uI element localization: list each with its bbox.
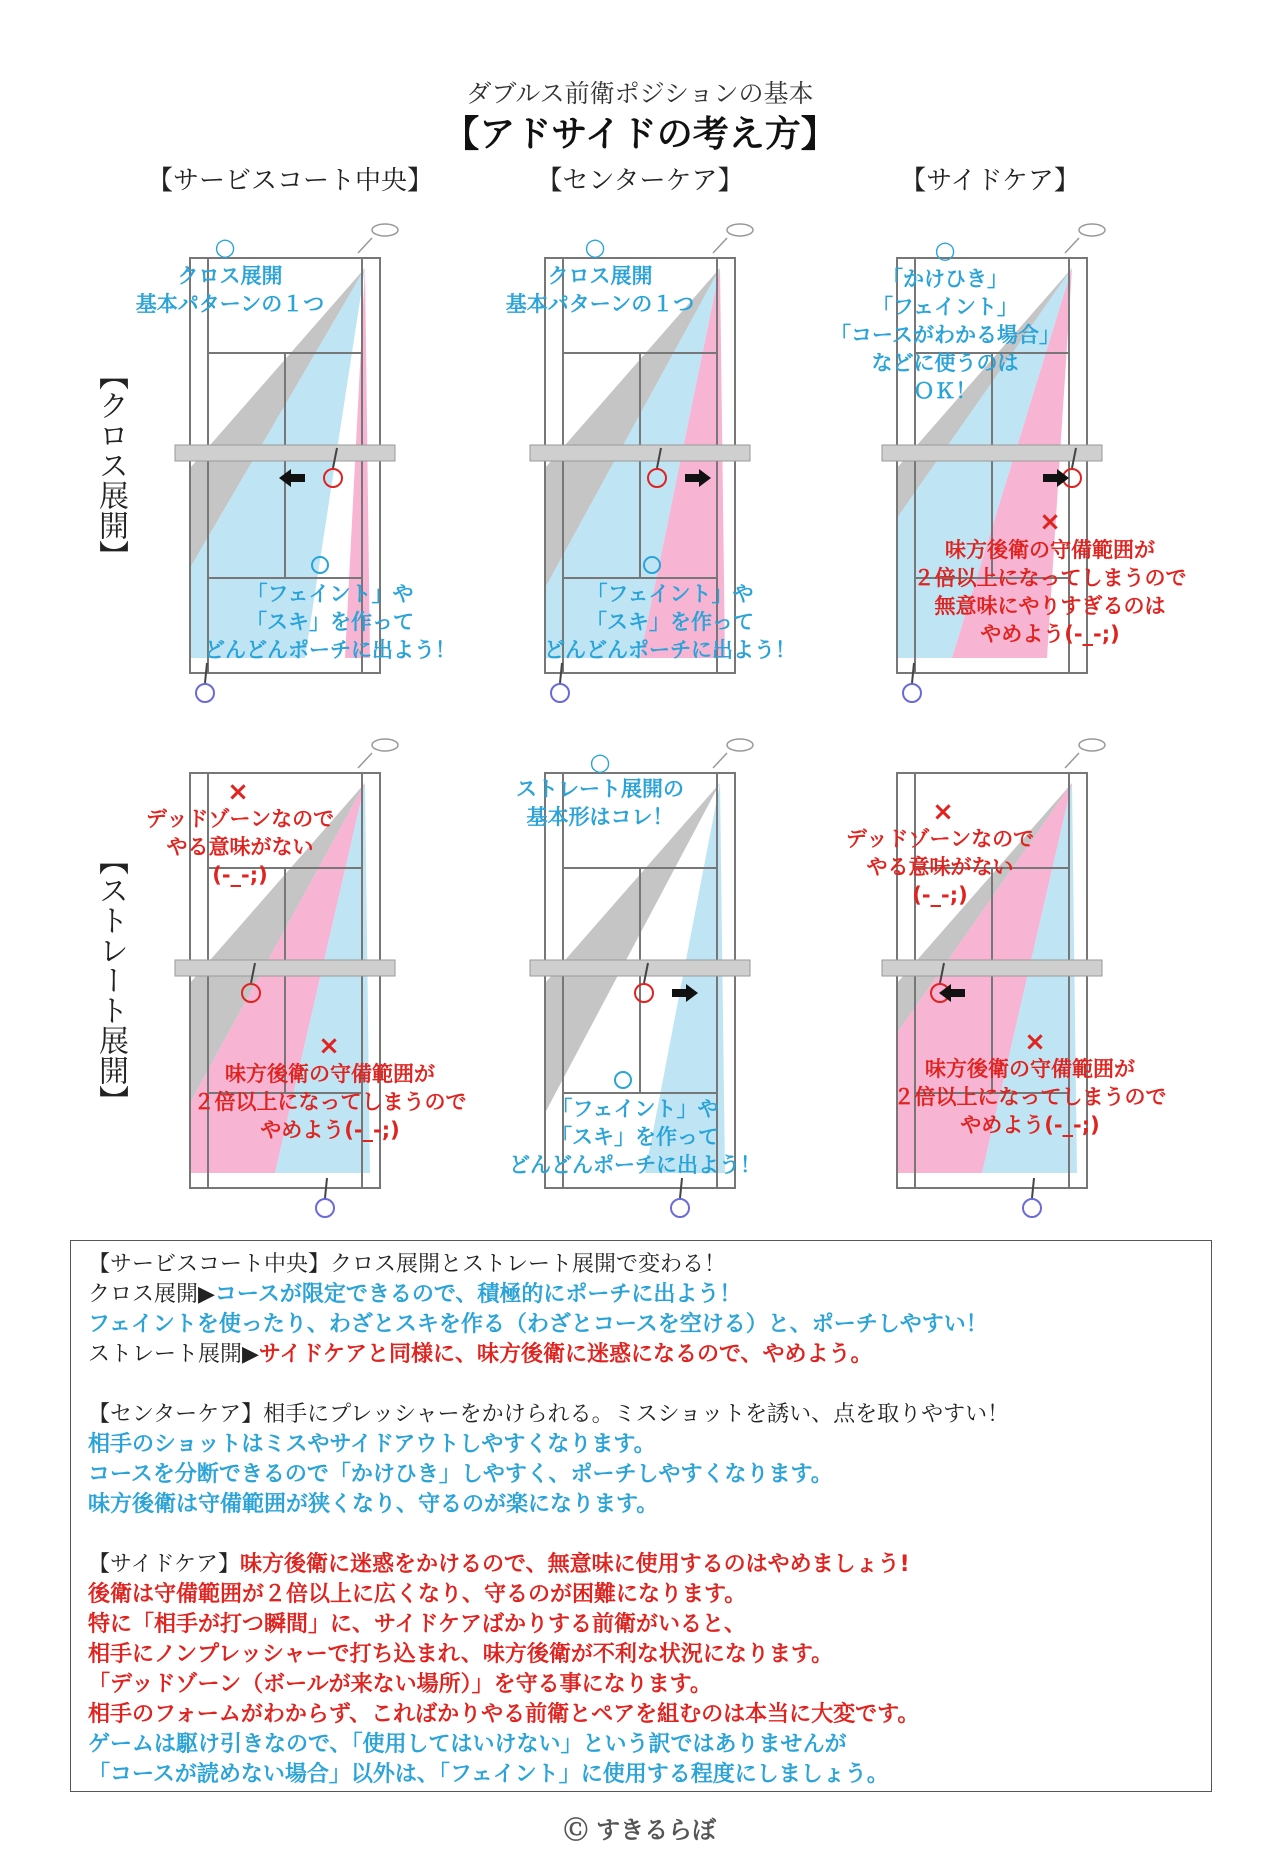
mark-ok-2: ○: [584, 233, 606, 261]
mark-ng-4: ×: [227, 777, 249, 807]
column-header-service-center: 【サービスコート中央】: [146, 166, 433, 196]
opponent-handle-straight-side: [1065, 753, 1079, 768]
summary-s3-l2: 後衛は守備範囲が２倍以上に広くなり、守るのが困難になります。: [88, 1582, 747, 1607]
page-subtitle: ダブルス前衛ポジションの基本: [466, 79, 814, 108]
partner-handle-straight-side: [1032, 1178, 1034, 1198]
opponent-racket-straight-side: [1079, 739, 1105, 751]
summary-s3-l6: 相手のフォームがわからず、こればかりやる前衛とペアを組むのは本当に大変です。: [88, 1702, 920, 1727]
partner-racket-straight-side: [1023, 1199, 1041, 1217]
partner-racket-cross-side: [903, 684, 921, 702]
opponent-racket-cross-center: [372, 224, 398, 236]
volley-racket-straight-centercare: [635, 984, 653, 1002]
summary-s2-l3: コースを分断できるので「かけひき」しやすく、ポーチしやすくなります。: [88, 1462, 833, 1487]
panel-straight-center-bottom: [170, 1060, 490, 1144]
opponent-handle-cross-center: [358, 238, 372, 253]
panel-straight-center-bottom-text: 味方後衛の守備範囲が ２倍以上になってしまうので やめよう(-_-;): [193, 1062, 467, 1142]
panel-cross-center-bottom: [180, 580, 480, 664]
panel-cross-side-top: [820, 265, 1070, 405]
summary-s3-l5: 「デッドゾーン（ボールが来ない場所）」を守る事になります。: [88, 1672, 712, 1697]
summary-s3-l4: 相手にノンプレッシャーで打ち込まれ、味方後衛が不利な状況になります。: [88, 1642, 834, 1667]
panel-straight-centercare-top: [500, 775, 700, 831]
summary-s2-l1: 【センターケア】相手にプレッシャーをかけられる。ミスショットを誘い、点を取りやすい！: [88, 1402, 1010, 1427]
panel-straight-center-top-text: デッドゾーンなので やる意味がない (-_-;): [145, 807, 335, 887]
panel-cross-centercare-top: [490, 262, 710, 318]
summary-s1-l4: ストレート展開▶サイドケアと同様に、味方後衛に迷惑になるので、やめよう。: [88, 1342, 873, 1367]
panel-cross-side-top-text: 「かけひき」 「フェイント」 「コースがわかる場合」 などに使うのは ＯＫ！: [830, 267, 1060, 403]
net-straight-side: [882, 960, 1102, 976]
copyright: Ⓒ すきるらぼ: [563, 1816, 717, 1844]
ok-circle-2: [615, 1072, 631, 1088]
mark-ok-5: ○: [589, 748, 611, 776]
page-title: 【アドサイドの考え方】: [443, 114, 837, 155]
column-header-center-care: 【センターケア】: [536, 166, 744, 196]
summary-s3-l1: 【サイドケア】味方後衛に迷惑をかけるので、無意味に使用するのはやめましょう!: [88, 1552, 910, 1577]
partner-racket-straight-center: [316, 1199, 334, 1217]
net-straight-center: [175, 960, 395, 976]
partner-racket-cross-center: [196, 684, 214, 702]
panel-straight-side-top-text: デッドゾーンなので やる意味がない (-_-;): [845, 827, 1035, 907]
summary-s1-l1: 【サービスコート中央】クロス展開とストレート展開で変わる！: [88, 1252, 727, 1277]
panel-cross-center-top: [120, 262, 340, 318]
summary-s1-l2: クロス展開▶コースが限定できるので、積極的にポーチに出よう！: [88, 1282, 742, 1307]
summary-s1-l3: フェイントを使ったり、わざとスキを作る（わざとコースを空ける）と、ポーチしやすい！: [88, 1312, 988, 1337]
panel-straight-side-bottom: [870, 1055, 1190, 1139]
net-cross-side: [882, 445, 1102, 461]
panel-cross-center-top-text: クロス展開 基本パターンの１つ: [135, 264, 325, 316]
summary-s2-l4: 味方後衛は守備範囲が狭くなり、守るのが楽になります。: [88, 1492, 659, 1517]
summary-s3-l3: 特に「相手が打つ瞬間」に、サイドケアばかりする前衛がいると、: [88, 1612, 747, 1637]
net-straight-centercare: [530, 960, 750, 976]
opponent-racket-straight-center: [372, 739, 398, 751]
opponent-racket-cross-centercare: [727, 224, 753, 236]
opponent-racket-cross-side: [1079, 224, 1105, 236]
mark-ng-4b: ×: [318, 1031, 340, 1061]
row-label-cross: 【クロス展開】: [93, 360, 128, 570]
panel-straight-centercare-bottom: [485, 1095, 785, 1179]
panel-straight-centercare-top-text: ストレート展開の 基本形はコレ！: [516, 777, 684, 829]
mark-ng-3: ×: [1039, 507, 1061, 537]
panel-cross-side-bottom-text: 味方後衛の守備範囲が ２倍以上になってしまうので 無意味にやりすぎるのは やめよう(-_-;): [913, 538, 1187, 646]
mark-ok-1: ○: [214, 233, 236, 261]
net-cross-center: [175, 445, 395, 461]
partner-handle-straight-centercare: [680, 1178, 682, 1198]
summary-s2-l2: 相手のショットはミスやサイドアウトしやすくなります。: [88, 1432, 656, 1457]
mark-ng-6: ×: [932, 797, 954, 827]
panel-cross-centercare-bottom: [520, 580, 820, 664]
panel-cross-side-bottom: [890, 536, 1210, 648]
summary-s3-l8: 「コースが読めない場合」以外は、「フェイント」に使用する程度にしましょう。: [88, 1762, 889, 1787]
column-header-side-care: 【サイドケア】: [900, 166, 1080, 196]
opponent-handle-straight-centercare: [713, 753, 727, 768]
opponent-handle-cross-side: [1065, 238, 1079, 253]
panel-straight-centercare-bottom-text: 「フェイント」や 「スキ」を作って どんどんポーチに出よう！: [509, 1097, 761, 1177]
panel-cross-center-bottom-text: 「フェイント」や 「スキ」を作って どんどんポーチに出よう！: [204, 582, 456, 662]
panel-straight-side-top: [820, 825, 1060, 909]
panel-cross-centercare-bottom-text: 「フェイント」や 「スキ」を作って どんどんポーチに出よう！: [544, 582, 796, 662]
opponent-racket-straight-centercare: [727, 739, 753, 751]
opponent-handle-cross-centercare: [713, 238, 727, 253]
partner-handle-straight-center: [325, 1178, 327, 1198]
mark-ok-3: ○: [934, 236, 956, 264]
opponent-handle-straight-center: [358, 753, 372, 768]
panel-straight-center-top: [120, 805, 360, 889]
panel-cross-centercare-top-text: クロス展開 基本パターンの１つ: [505, 264, 695, 316]
row-label-straight: 【ストレート展開】: [93, 845, 128, 1115]
summary-s3-l7: ゲームは駆け引きなので、「使用してはいけない」という訳ではありませんが: [88, 1732, 847, 1757]
net-cross-centercare: [530, 445, 750, 461]
partner-racket-straight-centercare: [671, 1199, 689, 1217]
mark-ng-6b: ×: [1024, 1027, 1046, 1057]
partner-handle-cross-centercare: [560, 663, 562, 683]
partner-racket-cross-centercare: [551, 684, 569, 702]
partner-handle-cross-center: [205, 663, 207, 683]
panel-straight-side-bottom-text: 味方後衛の守備範囲が ２倍以上になってしまうので やめよう(-_-;): [893, 1057, 1167, 1137]
partner-handle-cross-side: [912, 663, 914, 683]
